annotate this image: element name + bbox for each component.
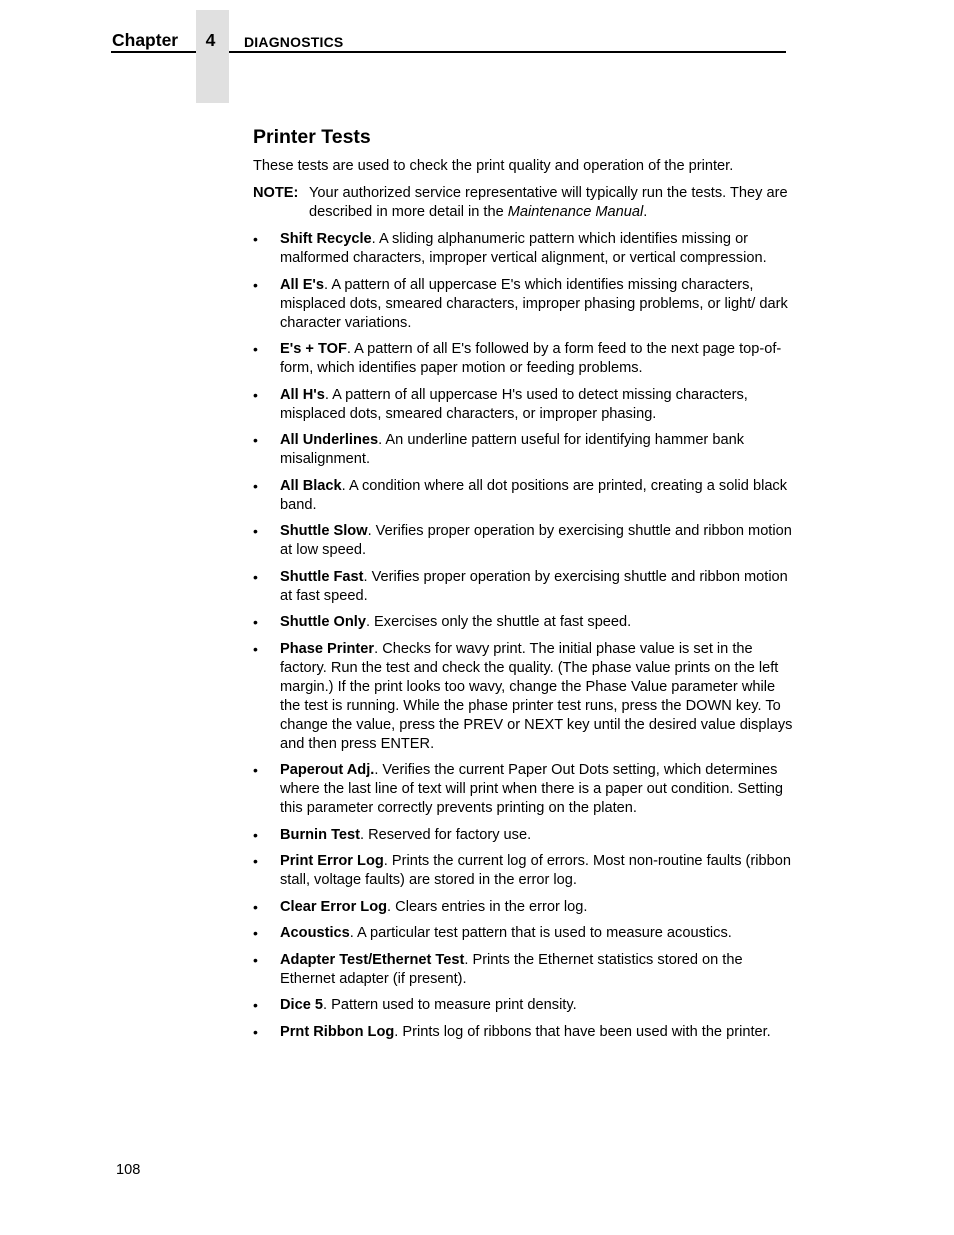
test-list-item — [253, 996, 793, 1015]
test-description: . Prints log of ribbons that have been used with the printer. — [394, 1023, 771, 1040]
test-description: . Clears entries in the error log. — [387, 898, 588, 915]
test-list-item — [253, 568, 793, 606]
chapter-number: 4 — [205, 30, 216, 50]
test-description: . A pattern of all uppercase H's used to detect missing characters, misplaced dots, smeared characters, or improper phasing. — [280, 386, 748, 422]
test-description: . A particular test pattern that is used to measure acoustics. — [349, 925, 732, 941]
header-rule-left — [111, 51, 196, 53]
test-list-item — [253, 898, 793, 917]
header-rule-right — [229, 51, 786, 53]
page-number: 108 — [116, 1162, 141, 1178]
test-list-item — [253, 852, 793, 890]
test-list-item — [253, 826, 793, 845]
test-list — [253, 230, 793, 1042]
test-list-item — [253, 386, 793, 424]
bullet-icon: • — [253, 386, 258, 403]
bullet-icon: • — [253, 477, 258, 494]
test-list-item — [253, 1023, 793, 1042]
test-list-item — [253, 230, 793, 268]
bullet-icon: • — [253, 231, 258, 247]
test-list-item — [253, 613, 793, 632]
test-name: Shuttle Only — [280, 614, 366, 630]
test-name: Adapter Test/Ethernet Test — [280, 951, 465, 968]
bullet-icon: • — [253, 1023, 258, 1040]
bullet-icon: • — [253, 276, 258, 293]
test-name: Clear Error Log — [280, 898, 388, 915]
test-list-item — [253, 340, 793, 378]
bullet-icon: • — [253, 523, 258, 539]
test-list-item — [253, 924, 793, 943]
note-text — [309, 184, 793, 222]
test-name: Print Error Log — [280, 853, 384, 869]
test-name: Phase Printer — [280, 640, 375, 657]
test-list-item — [253, 640, 793, 754]
test-description: . A pattern of all E's followed by a form feed to the next page top-of-form, which identifies paper motion or feeding problems. — [280, 341, 782, 376]
bullet-icon: • — [253, 432, 258, 448]
page-heading: Printer Tests — [253, 126, 371, 148]
test-list-item — [253, 276, 793, 333]
chapter-tab — [196, 10, 229, 103]
test-name: Shuttle Slow — [280, 523, 368, 539]
bullet-icon: • — [253, 640, 258, 657]
test-description: . Prints the current log of errors. Most non-routine faults (ribbon stall, voltage faults) are stored in the error log. — [280, 853, 791, 888]
bullet-icon: • — [253, 951, 258, 968]
test-name: Shift Recycle — [280, 231, 372, 247]
test-description: . Verifies proper operation by exercising shuttle and ribbon motion at fast speed. — [280, 568, 788, 604]
test-name: All H's — [280, 386, 325, 403]
test-description: . A sliding alphanumeric pattern which identifies missing or malformed characters, improper vertical alignment, or vertical compression. — [280, 231, 767, 266]
test-description: . Verifies the current Paper Out Dots setting, which determines where the last line of text will print when there is a paper out condition. Setting this parameter correctly prevents printing on the platen. — [280, 762, 783, 816]
chapter-label: Chapter — [112, 30, 179, 50]
test-name: Prnt Ribbon Log — [280, 1023, 395, 1040]
test-description: . Prints the Ethernet statistics stored on the Ethernet adapter (if present). — [280, 951, 743, 987]
note-text-start: Your authorized service representative will typically run the tests. They are described in more detail in the — [309, 185, 788, 220]
bullet-icon: • — [253, 341, 258, 357]
test-description: . Verifies proper operation by exercising shuttle and ribbon motion at low speed. — [280, 523, 792, 558]
intro-paragraph: These tests are used to check the print quality and operation of the printer. — [253, 158, 734, 174]
note-block — [253, 184, 793, 222]
bullet-icon: • — [253, 997, 258, 1013]
bullet-icon: • — [253, 925, 258, 941]
note-label: NOTE: — [253, 185, 299, 201]
manual-title: Maintenance Manual — [507, 204, 644, 220]
page-content — [253, 125, 793, 1049]
bullet-icon: • — [253, 853, 258, 869]
bullet-icon: • — [253, 762, 258, 778]
test-list-item — [253, 761, 793, 818]
section-title: DIAGNOSTICS — [244, 34, 344, 50]
test-description: . An underline pattern useful for identifying hammer bank misalignment. — [280, 432, 744, 467]
test-name: Dice 5 — [280, 997, 323, 1013]
test-description: . A pattern of all uppercase E's which identifies missing characters, misplaced dots, smeared characters, improper phasing problems, or light/ dark character variations. — [280, 276, 788, 331]
test-name: E's + TOF — [280, 341, 347, 357]
test-description: . Reserved for factory use. — [360, 826, 532, 843]
bullet-icon: • — [253, 898, 258, 915]
bullet-icon: • — [253, 568, 258, 585]
test-name: All Black — [280, 477, 342, 494]
test-list-item — [253, 522, 793, 560]
test-description: . Checks for wavy print. The initial phase value is set in the factory. Run the test and check the quality. (The phase value prints on the left margin.) If the print looks too wavy, change the Phase Value parameter while the test is running. While the phase printer test runs, press the DOWN key. To change the value, press the PREV or NEXT key until the desired value displays and then press ENTER. — [280, 640, 793, 752]
test-name: All E's — [280, 276, 325, 293]
test-name: Shuttle Fast — [280, 568, 364, 585]
bullet-icon: • — [253, 614, 258, 630]
test-list-item — [253, 431, 793, 469]
test-list-item — [253, 477, 793, 515]
test-name: Paperout Adj. — [280, 762, 375, 778]
note-text-end: . — [643, 204, 648, 220]
test-description: . Exercises only the shuttle at fast speed. — [365, 614, 632, 630]
test-description: . Pattern used to measure print density. — [323, 997, 577, 1013]
test-description: . A condition where all dot positions are printed, creating a solid black band. — [280, 477, 788, 513]
test-name: Burnin Test — [280, 826, 360, 843]
test-name: Acoustics — [280, 925, 350, 941]
test-list-item — [253, 951, 793, 989]
bullet-icon: • — [253, 826, 258, 843]
test-name: All Underlines — [280, 432, 379, 448]
